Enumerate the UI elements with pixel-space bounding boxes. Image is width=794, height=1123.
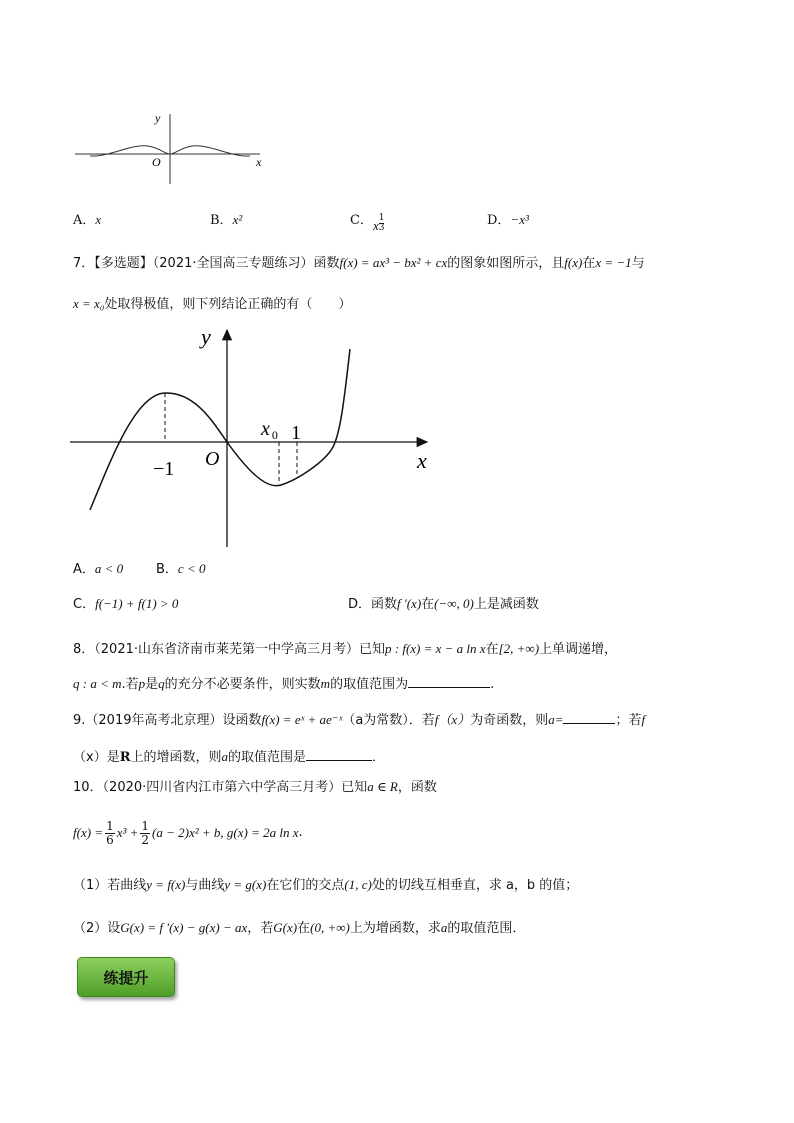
q7-option-b bbox=[156, 561, 205, 578]
q9-a: a bbox=[221, 749, 229, 764]
q10-f-mid1: x³ + bbox=[116, 825, 139, 840]
q7-option-c-expr: f(−1) + f(1) > 0 bbox=[95, 596, 179, 611]
q7-x-eq: x = −1 bbox=[595, 255, 632, 270]
q10-Gx: G(x) = f ′(x) − g(x) − ax bbox=[120, 920, 248, 935]
q9-fx: f（x） bbox=[434, 712, 471, 727]
q6-option-d-expr: −x³ bbox=[510, 212, 529, 227]
q6-option-d-label: D． bbox=[487, 213, 511, 228]
q7-x0-label: x $_0$ bbox=[261, 418, 278, 442]
q9-l1-c: ；若 bbox=[615, 713, 642, 728]
q7-stem-line1 bbox=[73, 255, 645, 272]
q9-prefix: 9.（2019年高考北京理）设函数 bbox=[73, 713, 262, 728]
q6-figure bbox=[70, 108, 270, 188]
q7-option-c-label: C． bbox=[73, 597, 96, 612]
q10-l1-end: ，函数 bbox=[397, 780, 437, 795]
q8-p-expr: p : f(x) = x − a ln x bbox=[385, 641, 486, 656]
q9-a-eq: a= bbox=[548, 712, 564, 727]
q7-origin-label: O bbox=[205, 448, 220, 470]
q7-option-d bbox=[348, 596, 539, 613]
q10-frac1-den: 6 bbox=[106, 832, 114, 847]
q7-option-d-label: D．函数 bbox=[348, 597, 398, 612]
q7-stem-line2 bbox=[73, 296, 351, 313]
q7-figure bbox=[65, 322, 445, 552]
q7-option-a-expr: a < 0 bbox=[94, 561, 124, 576]
q7-prefix: 7．【多选题】（2021·全国高三专题练习）函数 bbox=[73, 256, 340, 271]
q10-p2-c: 在 bbox=[297, 921, 311, 936]
q9-l2-c: 的取值范围是 bbox=[228, 750, 307, 765]
q10-p2-e: 的取值范围． bbox=[447, 921, 526, 936]
practice-improve-label: 练提升 bbox=[103, 968, 149, 987]
q6-option-a-label: A． bbox=[73, 213, 96, 228]
q10-p2-a: （2）设 bbox=[73, 921, 121, 936]
q10-p1-d: 处的切线互相垂直，求 a，b 的值； bbox=[371, 878, 579, 893]
q6-option-b-expr: x² bbox=[232, 212, 243, 227]
q10-p2-d: 上为增函数，求 bbox=[349, 921, 441, 936]
q7-x0: x = x₀ bbox=[73, 296, 105, 311]
q8-prefix: 8．（2021·山东省济南市莱芜第一中学高三月考）已知 bbox=[73, 642, 385, 657]
q8-range: [2, +∞) bbox=[498, 641, 540, 656]
q9-l2-a: （x）是 bbox=[73, 750, 120, 765]
q7-option-a bbox=[73, 561, 123, 578]
q8-p: p bbox=[138, 676, 146, 691]
q9-func: f(x) = eˣ + ae⁻ˣ bbox=[261, 712, 343, 727]
q9-line2 bbox=[73, 748, 385, 766]
q7-and: 与 bbox=[631, 256, 645, 271]
q9-line1 bbox=[73, 711, 645, 729]
q6-option-b bbox=[210, 212, 242, 229]
q7-y-label: y bbox=[201, 324, 211, 349]
q8-answer-blank[interactable] bbox=[408, 675, 490, 688]
q8-l2-a: .若 bbox=[121, 677, 139, 692]
q8-q: q bbox=[158, 676, 165, 691]
q10-p1-c: 在它们的交点 bbox=[266, 878, 345, 893]
q8-l2-end: . bbox=[490, 677, 495, 692]
q10-y-fx: y = f(x) bbox=[146, 877, 186, 892]
q7-x-label: x bbox=[417, 448, 427, 473]
q10-frac1-num: 1 bbox=[106, 818, 114, 833]
q10-Gx2: G(x) bbox=[273, 920, 298, 935]
q9-f: f bbox=[641, 712, 646, 727]
q10-a: a bbox=[440, 920, 448, 935]
q6-option-c-exp-den: 3 bbox=[378, 223, 385, 233]
q8-l2-d: 的取值范围为 bbox=[330, 677, 409, 692]
q6-option-b-label: B． bbox=[210, 213, 233, 228]
q6-option-a bbox=[73, 212, 101, 229]
q6-option-c-label: C． bbox=[350, 213, 373, 228]
q10-frac2-den: 2 bbox=[141, 832, 150, 847]
q7-option-d-end: 上是减函数 bbox=[473, 597, 539, 612]
q10-part2 bbox=[73, 920, 525, 937]
q9-r: R bbox=[119, 750, 131, 765]
q10-p1-b: 与曲线 bbox=[185, 878, 225, 893]
q7-at: 在 bbox=[582, 256, 596, 271]
q9-l2-b: 上的增函数，则 bbox=[130, 750, 222, 765]
q7-neg1-label: −1 bbox=[153, 458, 175, 480]
q8-mid: 在 bbox=[485, 642, 499, 657]
q8-line2 bbox=[73, 675, 494, 693]
q8-l1-end: 上单调递增， bbox=[539, 642, 618, 657]
q8-line1 bbox=[73, 641, 617, 658]
q6-option-c bbox=[350, 212, 384, 237]
q10-range: (0, +∞) bbox=[310, 920, 350, 935]
q10-y-gx: y = g(x) bbox=[224, 877, 267, 892]
q10-frac2-num: 1 bbox=[141, 818, 150, 833]
q7-option-d-mid: 在 bbox=[421, 597, 435, 612]
q6-option-a-expr: x bbox=[95, 212, 102, 227]
q10-f-lhs: f(x) = bbox=[73, 825, 104, 840]
q10-p2-b: ，若 bbox=[247, 921, 274, 936]
q7-option-b-expr: c < 0 bbox=[177, 561, 206, 576]
q7-option-d-range: (−∞, 0) bbox=[434, 596, 474, 611]
q9-l2-end: ． bbox=[372, 750, 386, 765]
q8-q-expr: q : a < m bbox=[73, 676, 122, 691]
q7-mid: 的图象如图所示，且 bbox=[447, 256, 565, 271]
practice-improve-button[interactable] bbox=[77, 957, 175, 997]
q6-option-d bbox=[487, 212, 529, 229]
q10-a-in-r: a ∈ R bbox=[367, 779, 398, 794]
q6-origin-label: O bbox=[152, 155, 161, 169]
q7-option-d-expr: f ′(x) bbox=[397, 596, 422, 611]
q7-option-b-label: B． bbox=[156, 562, 178, 577]
q8-l2-b: 是 bbox=[145, 677, 159, 692]
q6-option-c-exp-num: 1 bbox=[378, 213, 385, 223]
q10-f-mid2: (a − 2)x² + b, g(x) = 2a ln x bbox=[152, 825, 299, 840]
q7-option-a-label: A． bbox=[73, 562, 95, 577]
q10-part1 bbox=[73, 877, 578, 894]
q7-end: 处取得极值，则下列结论正确的有（ ） bbox=[104, 297, 352, 312]
q8-m: m bbox=[320, 676, 331, 691]
q9-blank-1[interactable] bbox=[563, 711, 615, 724]
q6-x-label: x bbox=[256, 155, 262, 169]
q7-curve bbox=[90, 349, 350, 510]
q7-fx: f(x) bbox=[564, 255, 583, 270]
q8-l2-c: 的充分不必要条件，则实数 bbox=[164, 677, 321, 692]
q10-formula bbox=[73, 818, 303, 848]
q7-one-label: 1 bbox=[291, 422, 301, 444]
q9-blank-2[interactable] bbox=[306, 748, 372, 761]
q10-line1 bbox=[73, 779, 437, 796]
q7-option-c bbox=[73, 596, 178, 613]
q9-mid: （a为常数）．若 bbox=[342, 713, 435, 728]
q10-f-end: . bbox=[298, 825, 303, 840]
q10-prefix: 10．（2020·四川省内江市第六中学高三月考）已知 bbox=[73, 780, 368, 795]
q10-p1-a: （1）若曲线 bbox=[73, 878, 147, 893]
q6-y-label: y bbox=[155, 111, 161, 125]
q10-pt: (1, c) bbox=[344, 877, 372, 892]
q9-l1-b: 为奇函数，则 bbox=[470, 713, 549, 728]
q7-func: f(x) = ax³ − bx² + cx bbox=[339, 255, 448, 270]
q6-option-c-base: x bbox=[372, 218, 379, 233]
